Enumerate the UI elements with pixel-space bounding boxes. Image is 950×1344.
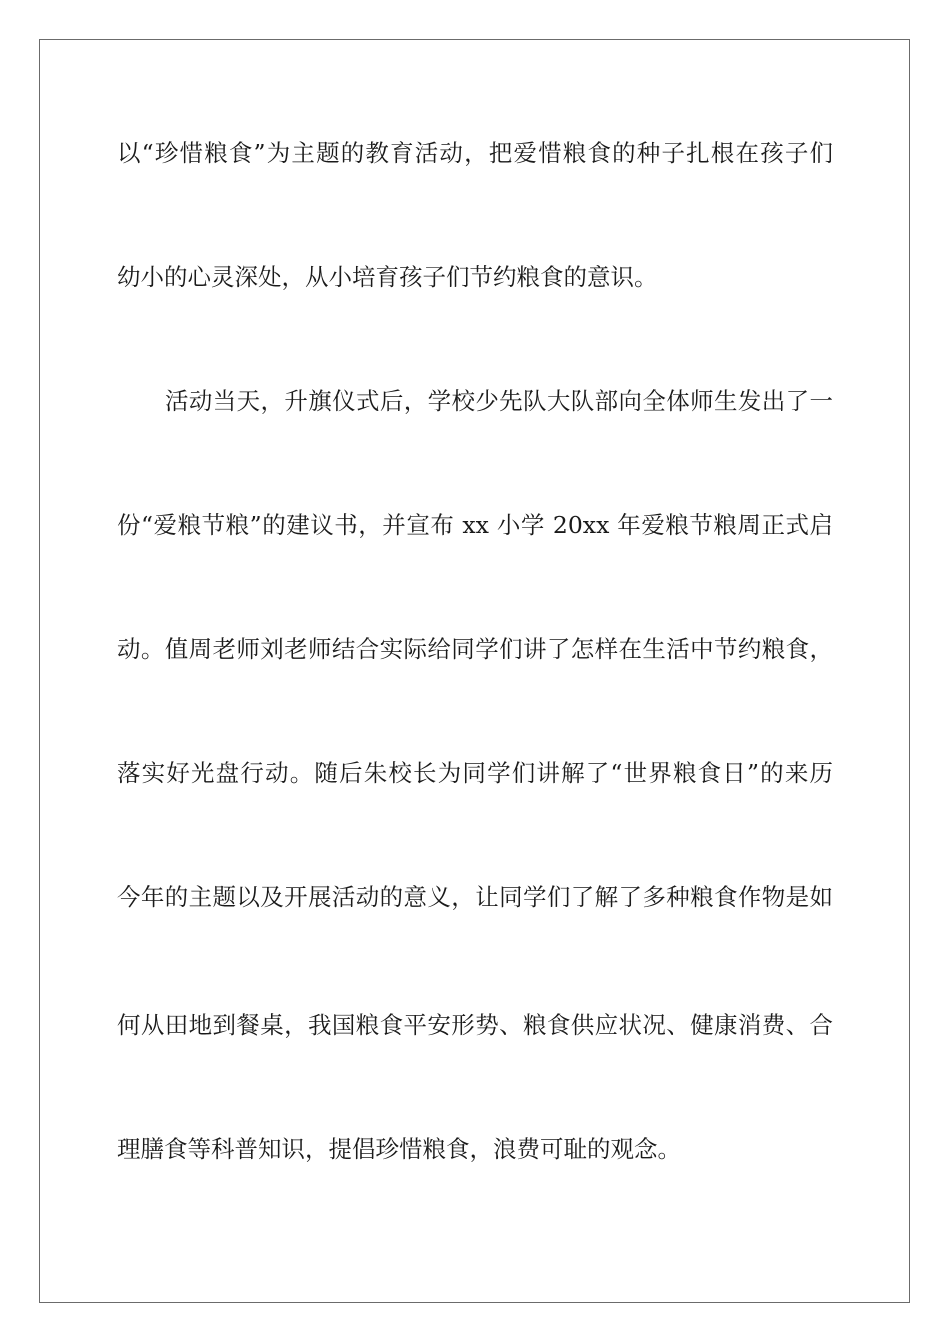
text-line-8: 何从田地到餐桌，我国粮食平安形势、粮食供应状况、健康消费、合 xyxy=(117,1011,833,1039)
text-line-4: 份“爱粮节粮”的建议书，并宣布 xx 小学 20xx 年爱粮节粮周正式启 xyxy=(117,511,833,539)
page-border xyxy=(39,39,910,1303)
text-line-1: 以“珍惜粮食”为主题的教育活动，把爱惜粮食的种子扎根在孩子们 xyxy=(117,139,833,167)
paragraph-2-line-1: 活动当天，升旗仪式后，学校少先队大队部向全体师生发出了一 xyxy=(165,387,833,415)
text-line-5: 动。值周老师刘老师结合实际给同学们讲了怎样在生活中节约粮食， xyxy=(117,635,833,663)
text-line-7: 今年的主题以及开展活动的意义，让同学们了解了多种粮食作物是如 xyxy=(117,883,833,911)
text-line-6: 落实好光盘行动。随后朱校长为同学们讲解了“世界粮食日”的来历 xyxy=(117,759,833,787)
text-line-9: 理膳食等科普知识，提倡珍惜粮食，浪费可耻的观念。 xyxy=(117,1135,681,1163)
text-line-2: 幼小的心灵深处，从小培育孩子们节约粮食的意识。 xyxy=(117,263,658,291)
